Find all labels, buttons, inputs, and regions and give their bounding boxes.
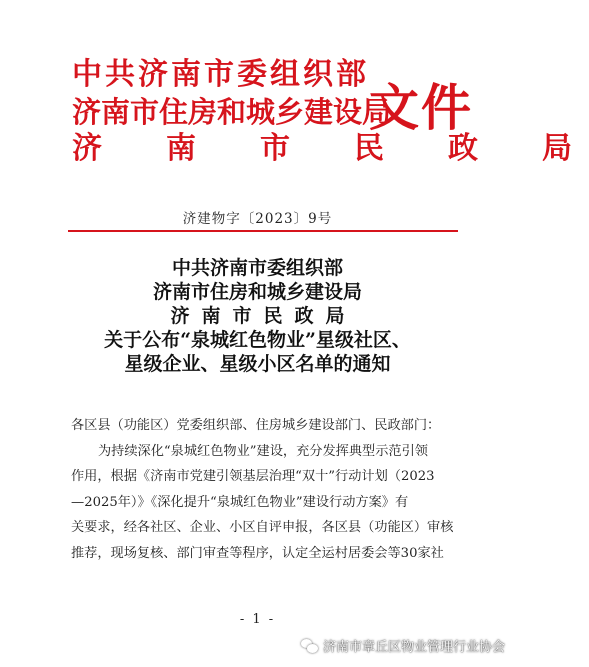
title-line-1: 中共济南市委组织部 <box>171 257 343 279</box>
watermark <box>301 636 505 655</box>
letterhead <box>72 57 589 178</box>
wechat-icon <box>301 639 319 653</box>
letterhead-org-3: 济 南 市 民 政 局 <box>72 131 589 166</box>
body-line: 作用，根据《济南市党建引领基层治理“双十”行动计划（2023 <box>71 469 435 484</box>
body-line: 推荐，现场复核、部门审查等程序，认定全运村居委会等30家社 <box>71 545 444 561</box>
title-line-5: 星级企业、星级小区名单的通知 <box>124 353 391 375</box>
letterhead-org-1: 中共济南市委组织部 <box>72 57 369 92</box>
document-number: 济建物字〔2023〕9号 <box>182 211 333 227</box>
document-title <box>0 256 515 376</box>
title-line-3: 济南市民政局 <box>170 305 357 327</box>
letterhead-doc-type: 文件 <box>369 78 473 137</box>
title-line-4: 关于公布“泉城红色物业”星级社区、 <box>104 329 411 351</box>
document-body <box>71 413 463 566</box>
red-divider-line <box>68 230 458 232</box>
body-paragraph <box>71 439 463 567</box>
letterhead-org-2: 济南市住房和城乡建设局 <box>72 95 392 129</box>
title-line-2: 济南市住房和城乡建设局 <box>152 281 362 303</box>
page-number: - 1 - <box>239 612 276 627</box>
body-line: —2025年）》《深化提升“泉城红色物业”建设行动方案》有 <box>71 494 409 510</box>
salutation: 各区县（功能区）党委组织部、住房城乡建设部门、民政部门： <box>71 418 441 433</box>
body-line: 为持续深化“泉城红色物业”建设，充分发挥典型示范引领 <box>98 443 428 459</box>
body-line: 关要求，经各社区、企业、小区自评申报，各区县（功能区）审核 <box>71 520 454 535</box>
watermark-text: 济南市章丘区物业管理行业协会 <box>322 640 505 655</box>
